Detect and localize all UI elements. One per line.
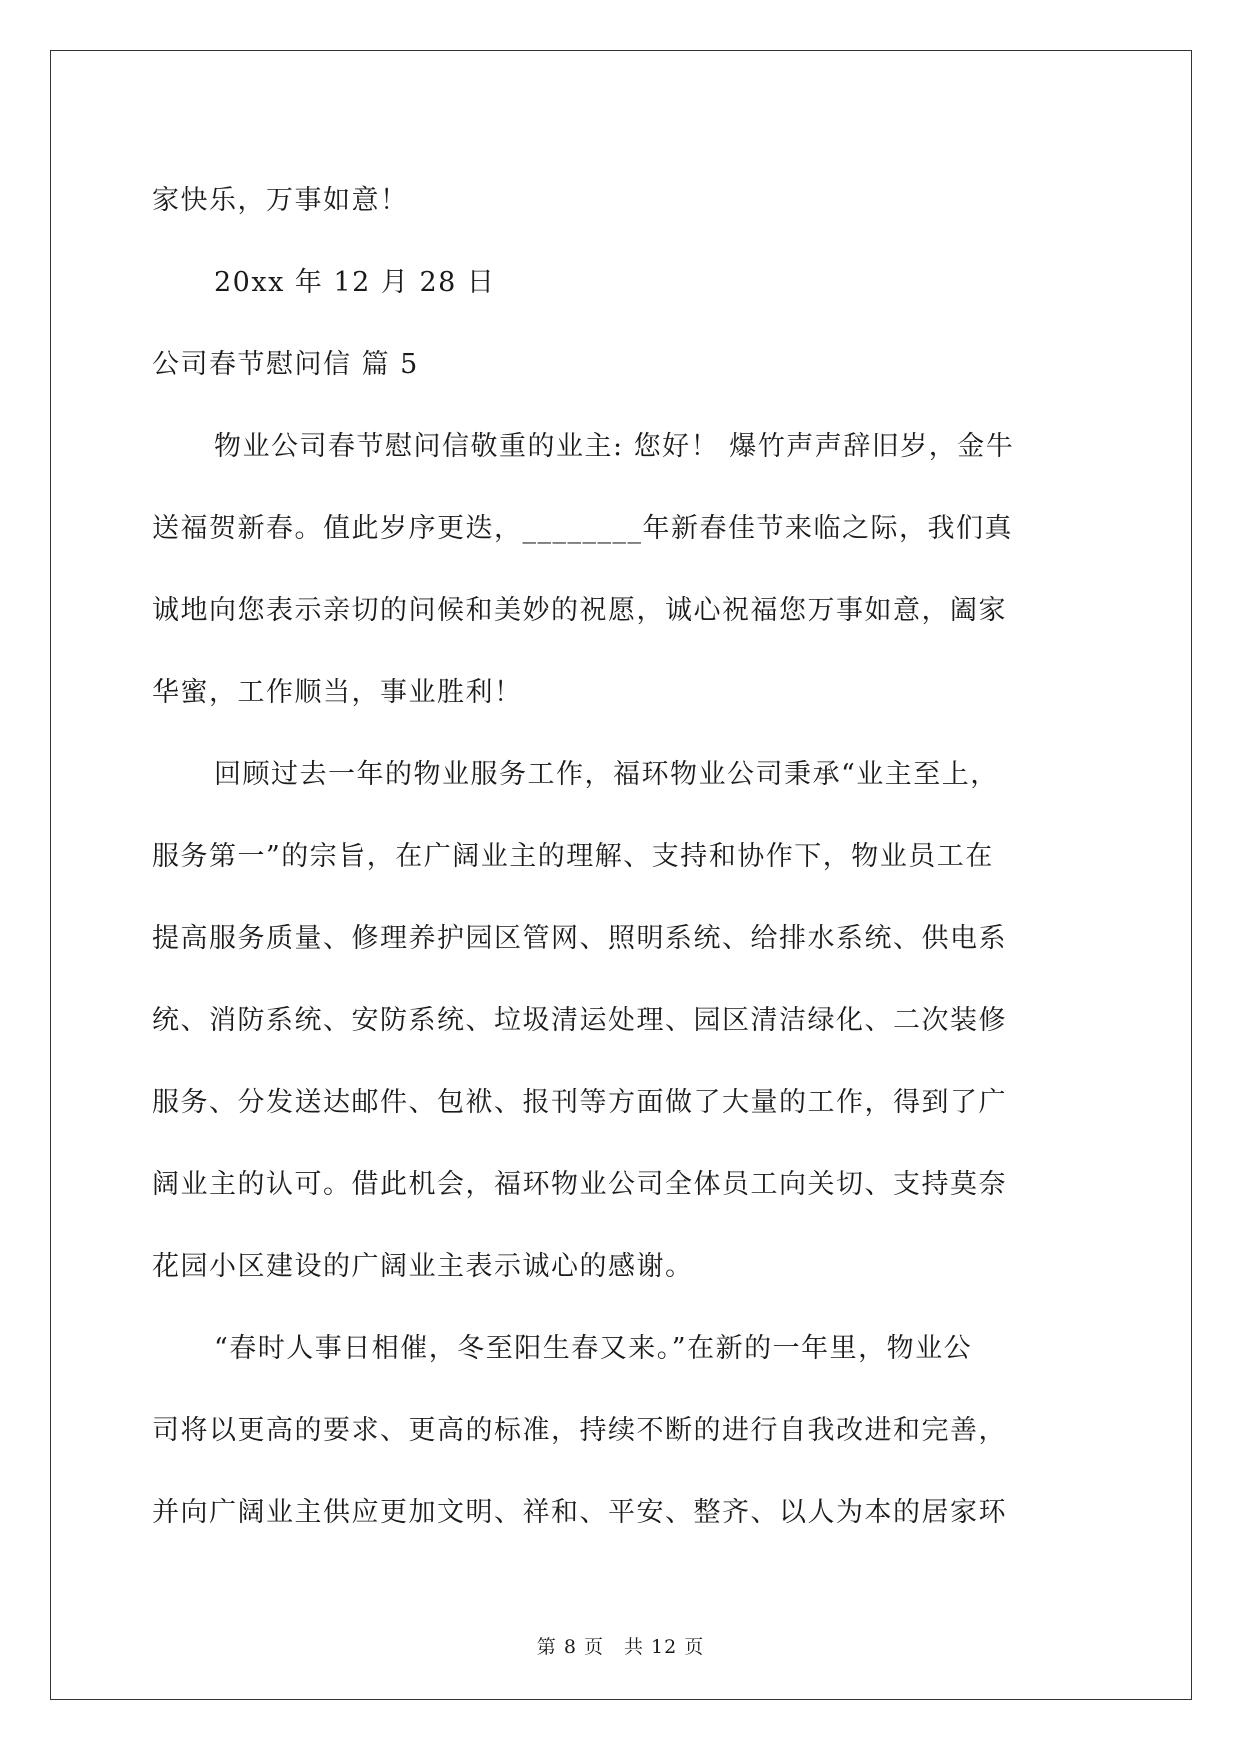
paragraph-3-line-2: 司将以更高的要求、更高的标准，持续不断的进行自我改进和完善，: [152, 1415, 1007, 1446]
paragraph-2-line-2: 服务第一”的宗旨，在广阔业主的理解、支持和协作下，物业员工在: [152, 841, 994, 872]
paragraph-2-line-6: 阔业主的认可。借此机会，福环物业公司全体员工向关切、支持莫奈: [152, 1169, 1007, 1200]
paragraph-2-line-1: 回顾过去一年的物业服务工作，福环物业公司秉承“业主至上，: [214, 759, 999, 790]
date-line: 20xx 年 12 月 28 日: [214, 267, 496, 298]
page-number-footer: 第 8 页 共 12 页: [536, 1636, 705, 1658]
paragraph-3-line-3: 并向广阔业主供应更加文明、祥和、平安、整齐、以人为本的居家环: [152, 1497, 1007, 1528]
paragraph-1-line-1: 物业公司春节慰问信敬重的业主: 您好！ 爆竹声声辞旧岁，金牛: [214, 431, 1015, 462]
paragraph-2-line-7: 花园小区建设的广阔业主表示诚心的感谢。: [152, 1251, 694, 1282]
text-line-1: 家快乐，万事如意！: [152, 185, 409, 216]
paragraph-3-line-1: “春时人事日相催，冬至阳生春又来。”在新的一年里，物业公: [214, 1333, 973, 1364]
paragraph-1-line-4: 华蜜，工作顺当，事业胜利！: [152, 677, 523, 708]
paragraph-1-line-2: 送福贺新春。值此岁序更迭，________年新春佳节来临之际，我们真: [152, 513, 1013, 544]
paragraph-1-line-3: 诚地向您表示亲切的问候和美妙的祝愿，诚心祝福您万事如意，阖家: [152, 595, 1007, 626]
paragraph-2-line-5: 服务、分发送达邮件、包袱、报刊等方面做了大量的工作，得到了广: [152, 1087, 1007, 1118]
paragraph-2-line-3: 提高服务质量、修理养护园区管网、照明系统、给排水系统、供电系: [152, 923, 1007, 954]
section-heading: 公司春节慰问信 篇 5: [152, 349, 419, 380]
document-body: [152, 160, 1092, 1554]
paragraph-2-line-4: 统、消防系统、安防系统、垃圾清运处理、园区清洁绿化、二次装修: [152, 1005, 1007, 1036]
